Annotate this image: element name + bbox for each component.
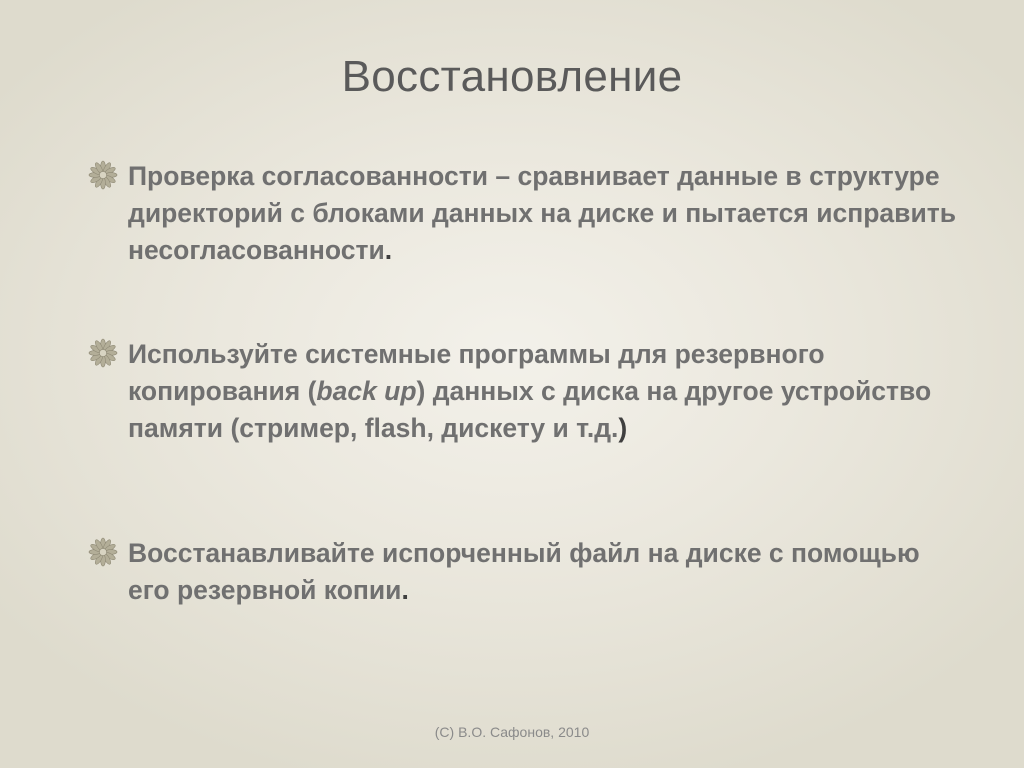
bullet-text-tail: . bbox=[384, 235, 393, 265]
bullet-text-3 bbox=[128, 535, 968, 609]
daisy-bullet-icon bbox=[88, 338, 118, 368]
footer-copyright: (C) В.О. Сафонов, 2010 bbox=[434, 724, 590, 740]
bullet-text-before: Используйте системные программы для резервного копирования ( bbox=[128, 339, 825, 406]
bullet-item-1 bbox=[88, 158, 968, 269]
bullet-item-3 bbox=[88, 535, 968, 609]
bullet-text-tail: ) bbox=[618, 413, 628, 443]
slide-title: Восстановление bbox=[341, 52, 683, 101]
daisy-bullet-icon bbox=[88, 537, 118, 567]
bullet-item-2 bbox=[88, 336, 968, 447]
daisy-bullet-icon bbox=[88, 160, 118, 190]
bullet-text-tail: . bbox=[401, 575, 409, 605]
bullet-text-main: Проверка согласованности – сравнивает данные в структуре директорий с блоками данных на диске и пытается исправить несогласованности bbox=[128, 161, 957, 265]
bullet-text-italic: back up bbox=[316, 376, 417, 406]
bullet-text-2 bbox=[128, 336, 968, 447]
bullet-text-1 bbox=[128, 158, 968, 269]
bullet-text-main: Восстанавливайте испорченный файл на диске с помощью его резервной копии bbox=[128, 538, 920, 605]
bullet-text-after: ) данных с диска на другое устройство памяти (стример, flash, дискету и т.д. bbox=[128, 376, 932, 443]
